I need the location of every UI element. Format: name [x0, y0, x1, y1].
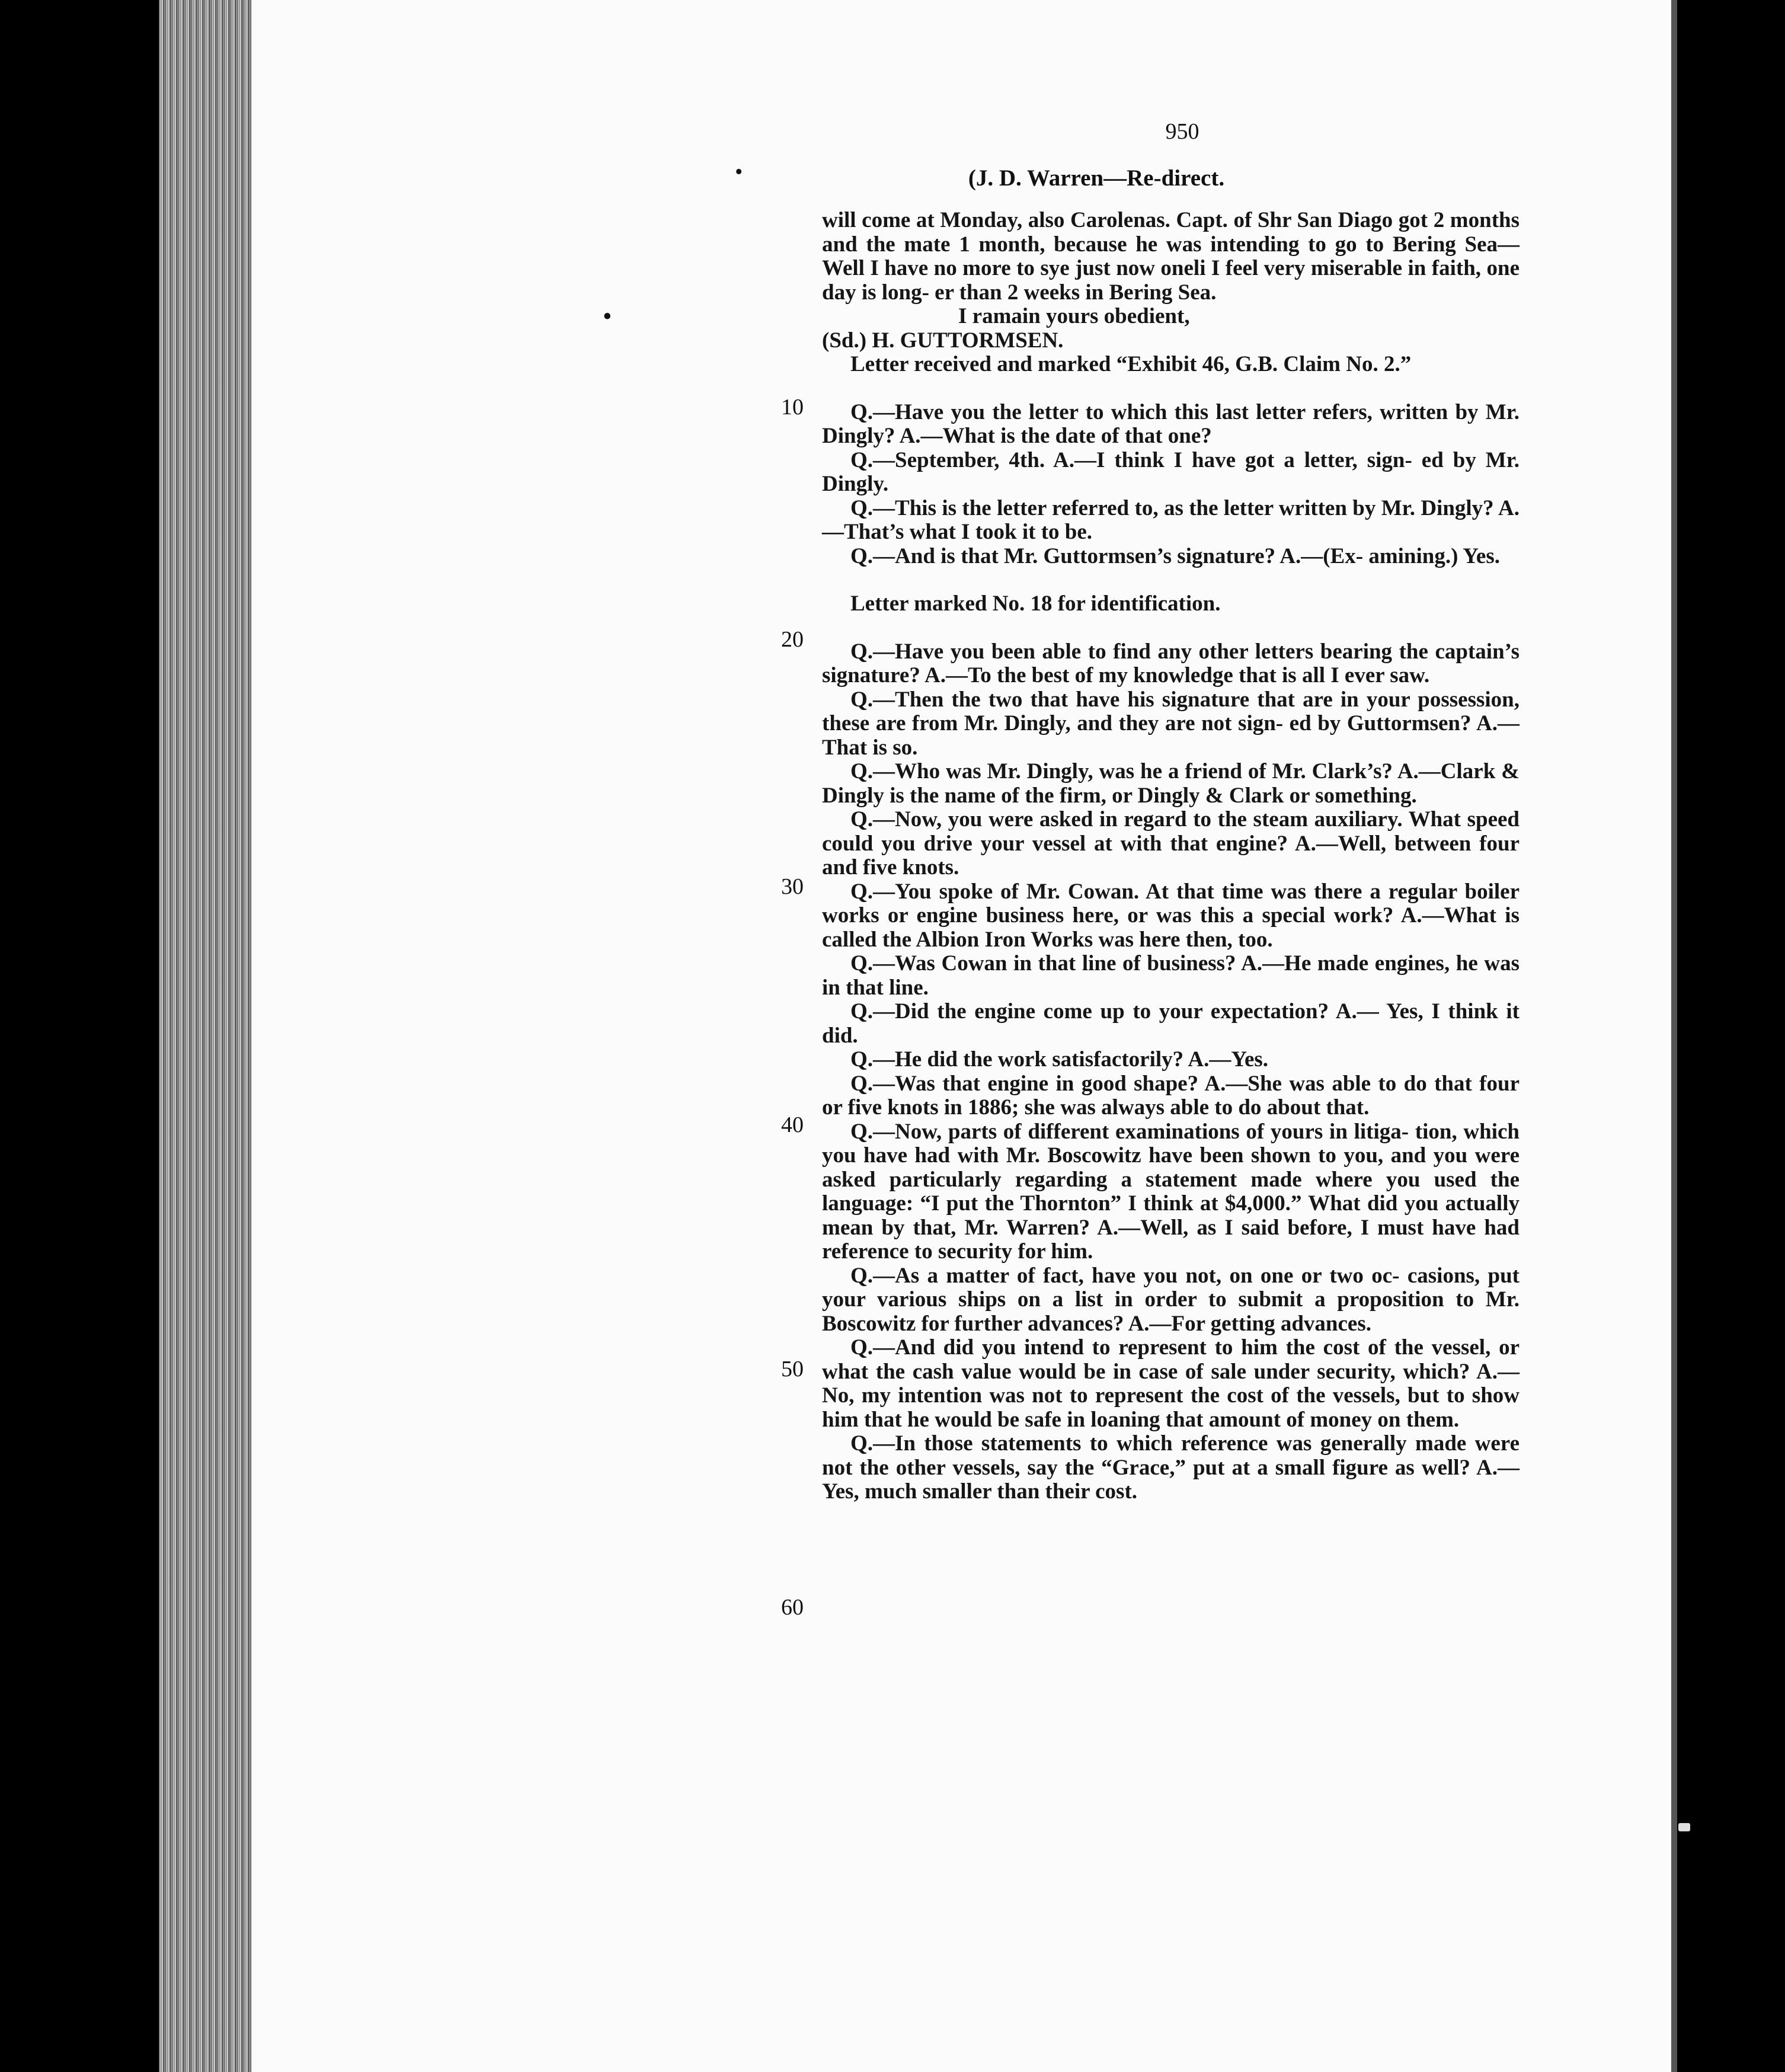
- paragraph: Q.—Did the engine come up to your expectation? A.— Yes, I think it did.: [822, 999, 1520, 1048]
- paragraph: Q.—Now, parts of different examinations of yours in litiga- tion, which you have had with Mr. Boscowitz have been shown to you, and you were asked particularly regarding a statement made where you used the language: “I put the Thornton” I think at $4,000.” What did you actually mean by that, Mr. Warren? A.—Well, as I said before, I must have had reference to security for him.: [822, 1119, 1520, 1264]
- letter-closing: I ramain yours obedient,: [958, 304, 1190, 328]
- paragraph: Q.—And did you intend to represent to him the cost of the vessel, or what the cash value would be in case of sale under security, which? A.—No, my intention was not to represent the cost of the vessels, but to show him that he would be safe in loaning that amount of money on them.: [822, 1335, 1520, 1432]
- paragraph: Q.—This is the letter referred to, as the letter written by Mr. Dingly? A.—That’s what I took it to be.: [822, 495, 1520, 544]
- scan-border: [1671, 0, 1785, 2072]
- margin-line-number: 10: [781, 395, 804, 420]
- paragraph: Q.—As a matter of fact, have you not, on one or two oc- casions, put your various ships on a list in order to submit a proposition to Mr. Boscowitz for further advances? A.—For getting advances.: [822, 1263, 1520, 1336]
- book-page-edge: [159, 0, 254, 2072]
- paragraph: Q.—He did the work satisfactorily? A.—Yes.: [850, 1047, 1269, 1072]
- paragraph: Q.—In those statements to which reference was generally made were not the other vessels, say the “Grace,” put at a small figure as well? A.—Yes, much smaller than their cost.: [822, 1431, 1520, 1504]
- paragraph: Q.—And is that Mr. Guttormsen’s signature? A.—(Ex- amining.) Yes.: [850, 543, 1500, 568]
- ink-dot: •: [603, 302, 612, 331]
- paragraph: Letter received and marked “Exhibit 46, G.B. Claim No. 2.”: [850, 352, 1412, 376]
- paragraph: Q.—You spoke of Mr. Cowan. At that time was there a regular boiler works or engine business here, or was this a special work? A.—What is called the Albion Iron Works was here then, too.: [822, 879, 1520, 952]
- margin-line-number: 20: [781, 627, 804, 652]
- paragraph: Q.—Now, you were asked in regard to the steam auxiliary. What speed could you drive your vessel at with that engine? A.—Well, between four and five knots.: [822, 807, 1520, 880]
- letter-body: will come at Monday, also Carolenas. Capt. of Shr San Diago got 2 months and the mate 1 month, because he was intending to go to Bering Sea—Well I have no more to sye just now oneli I feel very miserable in faith, one day is long- er than 2 weeks in Bering Sea.: [822, 208, 1520, 305]
- page-edge-right: [1671, 0, 1677, 2072]
- paragraph: Q.—Was Cowan in that line of business? A.—He made engines, he was in that line.: [822, 951, 1520, 1000]
- paragraph: Letter marked No. 18 for identification.: [850, 591, 1221, 616]
- ink-dot: •: [735, 159, 743, 184]
- running-head: (J. D. Warren—Re-direct.: [968, 165, 1225, 191]
- paragraph: Q.—Have you the letter to which this last letter refers, written by Mr. Dingly? A.—What is the date of that one?: [822, 399, 1520, 448]
- body-text: [822, 209, 1520, 1504]
- scan-artifact: [1678, 1823, 1690, 1831]
- paragraph: Q.—September, 4th. A.—I think I have got a letter, sign- ed by Mr. Dingly.: [822, 447, 1520, 496]
- letter-signature: (Sd.) H. GUTTORMSEN.: [822, 328, 1064, 353]
- margin-line-number: 60: [781, 1595, 804, 1620]
- paragraph: Q.—Was that engine in good shape? A.—She was able to do that four or five knots in 1886; she was always able to do about that.: [822, 1071, 1520, 1120]
- margin-line-number: 30: [781, 874, 804, 899]
- paragraph: Q.—Who was Mr. Dingly, was he a friend of Mr. Clark’s? A.—Clark & Dingly is the name of the firm, or Dingly & Clark or something.: [822, 759, 1520, 808]
- paragraph: Q.—Have you been able to find any other letters bearing the captain’s signature? A.—To the best of my knowledge that is all I ever saw.: [822, 639, 1520, 688]
- paragraph: Q.—Then the two that have his signature that are in your possession, these are from Mr. Dingly, and they are not sign- ed by Guttormsen? A.—That is so.: [822, 687, 1520, 760]
- margin-line-number: 40: [781, 1112, 804, 1137]
- page-number: 950: [1165, 119, 1199, 144]
- margin-line-number: 50: [781, 1357, 804, 1382]
